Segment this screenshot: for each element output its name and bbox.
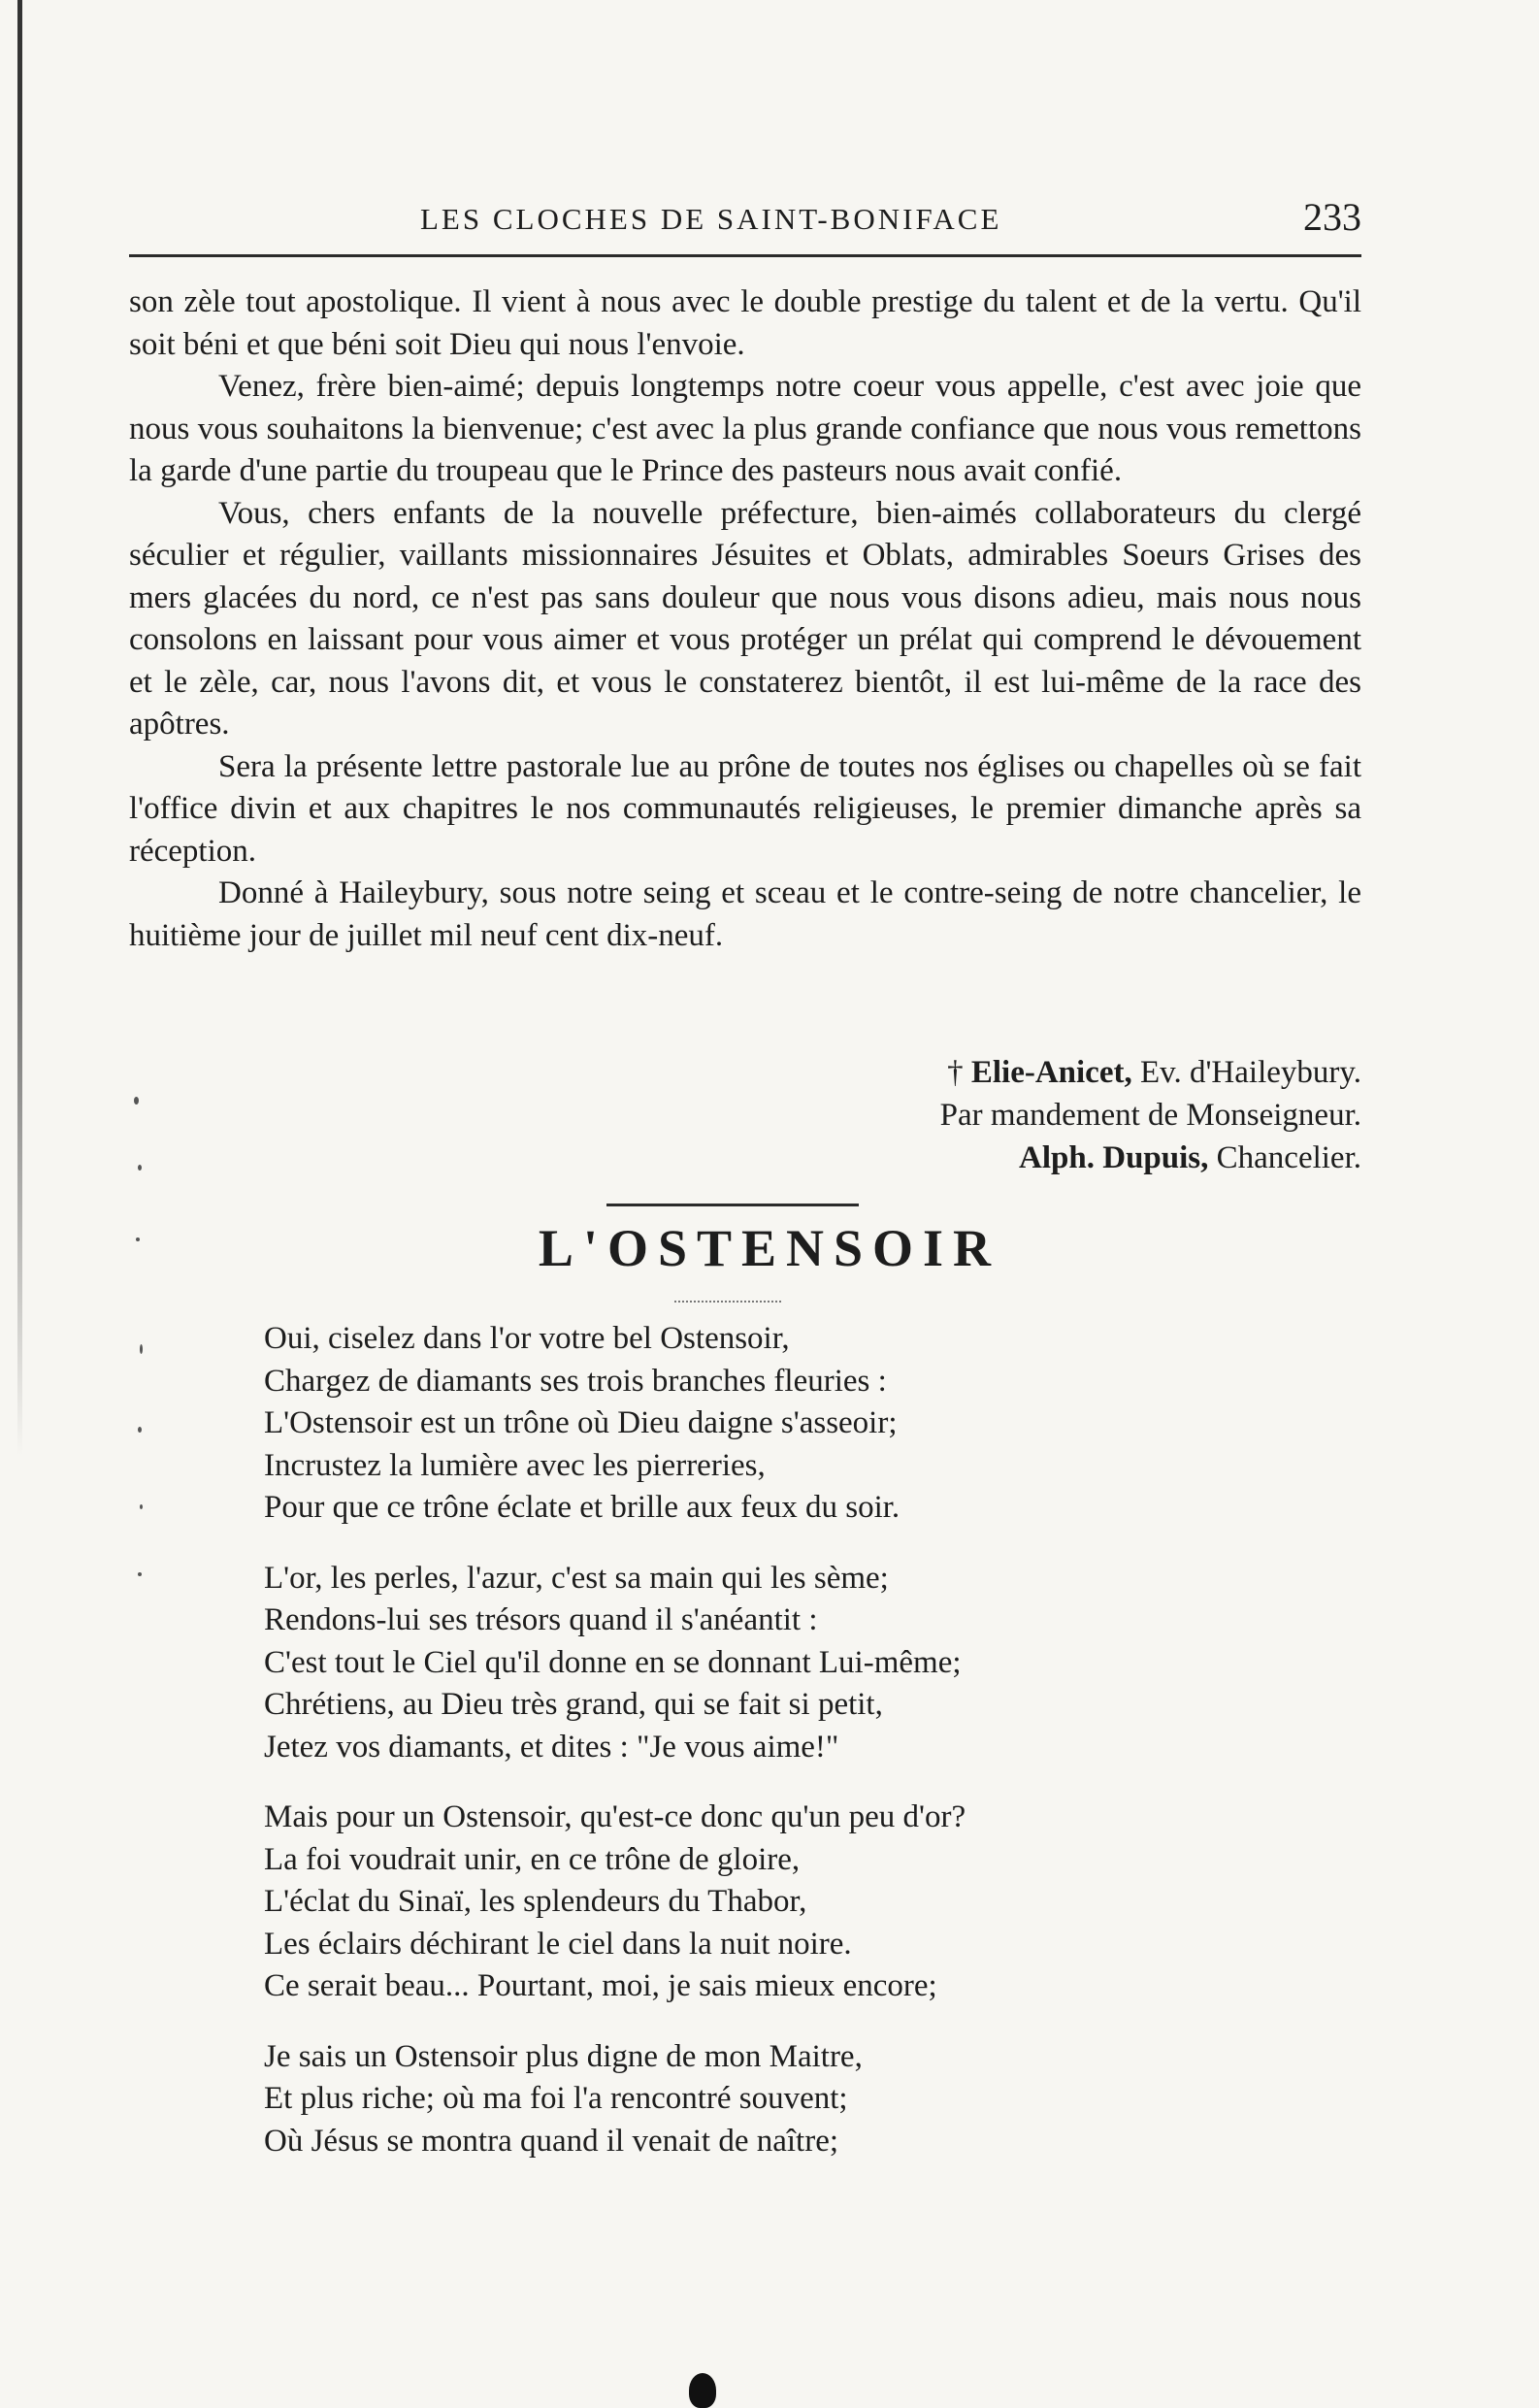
bishop-title: Ev. d'Haileybury. [1131, 1055, 1361, 1090]
pastoral-letter-text [129, 281, 1361, 957]
chancellor-title: Chancelier. [1208, 1140, 1361, 1175]
paragraph: Vous, chers enfants de la nouvelle préfecture, bien-aimés collaborateurs du clergé séculier et régulier, vaillants missionnaires Jésuites et Oblats, admirables Soeurs Grises des mers glacées du nord, ce n'est pas sans douleur que nous vous disons adieu, mais nous nous consolons en laissant pour vous aimer et vous protéger un prélat qui comprend le dévouement et le zèle, car, nous l'avons dit, et vous le constaterez bientôt, il est lui-même de la race des apôtres. [129, 495, 1361, 742]
page-number: 233 [1303, 195, 1361, 239]
stanza [264, 1558, 1234, 1769]
paragraph: son zèle tout apostolique. Il vient à nous avec le double prestige du talent et de la vertu. Qu'il soit béni et que béni soit Dieu qui nous l'envoie. [129, 284, 1361, 362]
stanza [264, 1797, 1234, 2008]
verse-line: Mais pour un Ostensoir, qu'est-ce donc qu'un peu d'or? [264, 1799, 966, 1834]
verse-line: Où Jésus se montra quand il venait de naître; [264, 2123, 839, 2159]
verse-line: Chrétiens, au Dieu très grand, qui se fait si petit, [264, 1687, 883, 1722]
bishop-signature [682, 1051, 1361, 1094]
stanza [264, 2036, 1234, 2163]
verse-line: Incrustez la lumière avec les pierreries, [264, 1447, 766, 1483]
header-rule [129, 254, 1361, 257]
verse-line: Pour que ce trône éclate et brille aux feux du soir. [264, 1490, 900, 1525]
chancellor-name: Alph. Dupuis, [1019, 1140, 1209, 1175]
verse-line: C'est tout le Ciel qu'il donne en se donnant Lui-même; [264, 1644, 962, 1680]
verse-line: Ce serait beau... Pourtant, moi, je sais mieux encore; [264, 1968, 937, 2003]
paragraph: Venez, frère bien-aimé; depuis longtemps notre coeur vous appelle, c'est avec joie que nous vous souhaitons la bienvenue; c'est avec la plus grande confiance que nous vous remettons la garde d'une partie du troupeau que le Prince des pasteurs nous avait confié. [129, 369, 1361, 488]
verse-line: L'or, les perles, l'azur, c'est sa main qui les sème; [264, 1560, 889, 1596]
paragraph: Donné à Haileybury, sous notre seing et sceau et le contre-seing de notre chancelier, le huitième jour de juillet mil neuf cent dix-neuf. [129, 875, 1361, 953]
margin-specks [126, 1019, 155, 1990]
verse-line: Oui, ciselez dans l'or votre bel Ostensoir, [264, 1321, 790, 1356]
verse-line: Rendons-lui ses trésors quand il s'anéantit : [264, 1602, 818, 1637]
poem-title: L'OSTENSOIR [538, 1219, 1001, 1277]
verse-line: Chargez de diamants ses trois branches fleuries : [264, 1363, 887, 1399]
bishop-name: Elie-Anicet, [970, 1055, 1132, 1090]
chancellor-signature [682, 1137, 1361, 1179]
mandate-line: Par mandement de Monseigneur. [939, 1098, 1361, 1133]
poem-body [264, 1318, 1234, 2191]
running-head: LES CLOCHES DE SAINT-BONIFACE [420, 202, 1002, 236]
verse-line: La foi voudrait unir, en ce trône de gloire, [264, 1841, 801, 1877]
section-rule [606, 1204, 859, 1206]
verse-line: Et plus riche; où ma foi l'a rencontré souvent; [264, 2081, 848, 2116]
verse-line: Je sais un Ostensoir plus digne de mon Maitre, [264, 2038, 863, 2074]
cross-symbol: † [947, 1055, 964, 1090]
page-header [129, 194, 1361, 252]
verse-line: Les éclairs déchirant le ciel dans la nuit noire. [264, 1926, 852, 1962]
verse-line: L'Ostensoir est un trône où Dieu daigne s'asseoir; [264, 1405, 898, 1440]
signature-block [682, 1051, 1361, 1179]
verse-line: L'éclat du Sinaï, les splendeurs du Thabor, [264, 1884, 807, 1919]
title-ornament [674, 1301, 781, 1303]
stanza [264, 1318, 1234, 1530]
verse-line: Jetez vos diamants, et dites : "Je vous aime!" [264, 1729, 839, 1765]
paragraph: Sera la présente lettre pastorale lue au prône de toutes nos églises ou chapelles où se fait l'office divin et aux chapitres le nos communautés religieuses, le premier dimanche après sa réception. [129, 748, 1361, 869]
ink-blot [689, 2373, 716, 2408]
